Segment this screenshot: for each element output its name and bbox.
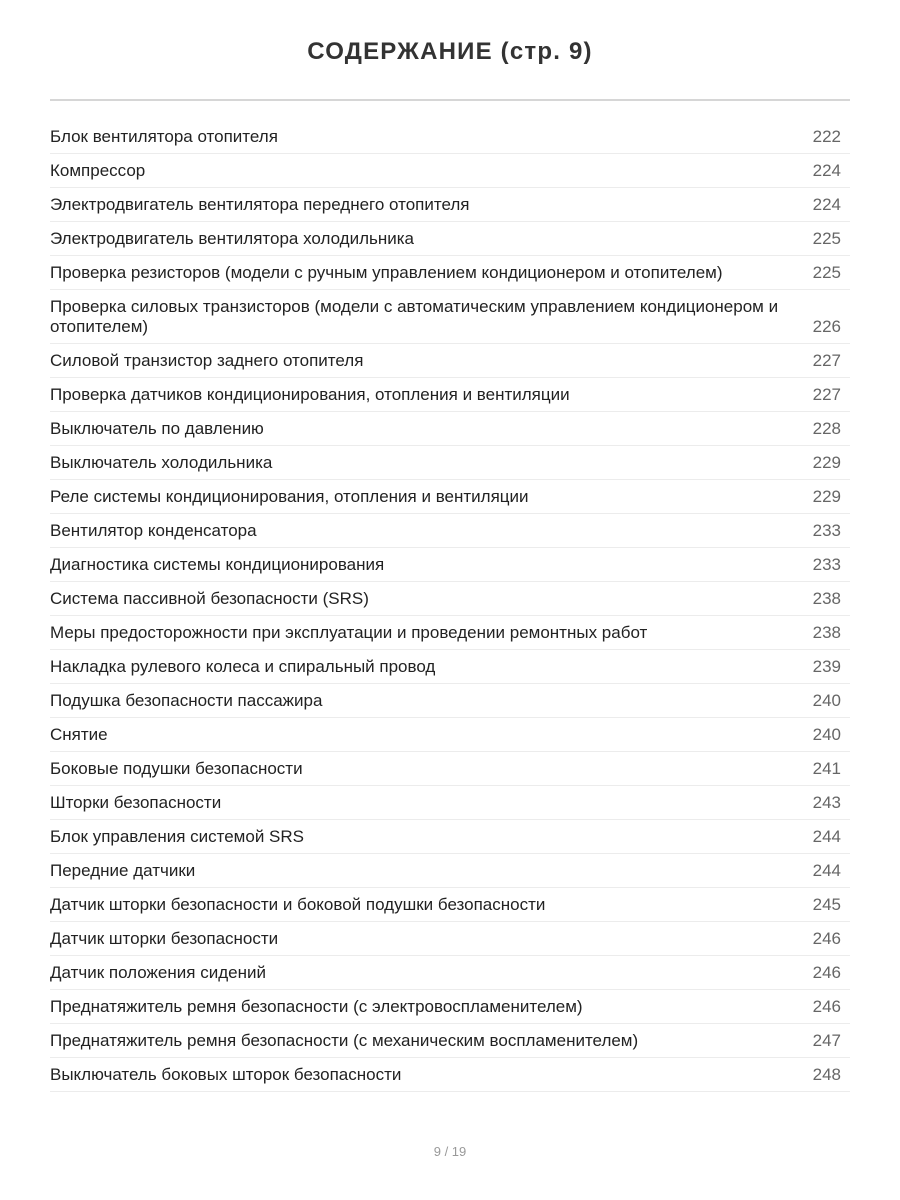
toc-entry[interactable] <box>50 290 850 344</box>
toc-entry[interactable] <box>50 188 850 222</box>
toc-entry[interactable] <box>50 120 850 154</box>
toc-entry-page: 240 <box>812 691 841 710</box>
toc-entry-page: 241 <box>812 759 841 778</box>
toc-entry-title: Проверка силовых транзисторов (модели с автоматическим управлением кондиционером и отопителем) <box>50 297 779 336</box>
toc-entry[interactable] <box>50 378 850 412</box>
toc-entry[interactable] <box>50 222 850 256</box>
toc-entry-page: 233 <box>812 521 841 540</box>
toc-entry[interactable] <box>50 922 850 956</box>
toc-entry-title: Силовой транзистор заднего отопителя <box>50 351 364 370</box>
toc-entry[interactable] <box>50 820 850 854</box>
toc-entry-title: Выключатель холодильника <box>50 453 273 472</box>
toc-entry[interactable] <box>50 344 850 378</box>
toc-entry-title: Подушка безопасности пассажира <box>50 691 323 710</box>
toc-entry-title: Проверка резисторов (модели с ручным управлением кондиционером и отопителем) <box>50 263 723 282</box>
toc-entry-title: Выключатель боковых шторок безопасности <box>50 1065 402 1084</box>
toc-entry-title: Проверка датчиков кондиционирования, отопления и вентиляции <box>50 385 570 404</box>
toc-entry-page: 229 <box>812 487 841 506</box>
toc-entry-page: 233 <box>812 555 841 574</box>
toc-entry-page: 222 <box>812 127 841 146</box>
toc-entry[interactable] <box>50 752 850 786</box>
toc-entry-page: 228 <box>812 419 841 438</box>
toc-entry-page: 224 <box>812 195 841 214</box>
toc-entry-title: Система пассивной безопасности (SRS) <box>50 589 369 608</box>
toc-entry[interactable] <box>50 888 850 922</box>
toc-entry-title: Датчик шторки безопасности <box>50 929 279 948</box>
toc-entry[interactable] <box>50 786 850 820</box>
toc-entry-page: 244 <box>812 827 841 846</box>
toc-entry[interactable] <box>50 718 850 752</box>
toc-entry-title: Блок управления системой SRS <box>50 827 304 846</box>
toc-entry[interactable] <box>50 446 850 480</box>
toc-entry-page: 227 <box>812 385 841 404</box>
toc-entry-page: 227 <box>812 351 841 370</box>
toc-entry-page: 246 <box>812 963 841 982</box>
toc-entry-title: Компрессор <box>50 161 146 180</box>
toc-entry-title: Блок вентилятора отопителя <box>50 127 278 146</box>
toc-entry[interactable] <box>50 1058 850 1092</box>
toc-entry-page: 225 <box>812 263 841 282</box>
toc-entry-title: Датчик положения сидений <box>50 963 266 982</box>
toc-entry-page: 226 <box>812 317 841 336</box>
toc-entry-title: Вентилятор конденсатора <box>50 521 257 540</box>
toc-entry-page: 229 <box>812 453 841 472</box>
toc-entry-page: 248 <box>812 1065 841 1084</box>
toc-entry[interactable] <box>50 412 850 446</box>
page-indicator: 9 / 19 <box>433 1144 467 1159</box>
toc-entry[interactable] <box>50 650 850 684</box>
toc-entry-page: 224 <box>812 161 841 180</box>
toc-entry-page: 238 <box>812 589 841 608</box>
page-title: СОДЕРЖАНИЕ (стр. 9) <box>307 38 593 65</box>
toc-entry-title: Преднатяжитель ремня безопасности (с электровоспламенителем) <box>50 997 583 1016</box>
toc-entry-page: 225 <box>812 229 841 248</box>
toc-entry-page: 243 <box>812 793 841 812</box>
toc-entry[interactable] <box>50 514 850 548</box>
toc-entry[interactable] <box>50 548 850 582</box>
toc-entry-title: Боковые подушки безопасности <box>50 759 303 778</box>
toc-entry-page: 238 <box>812 623 841 642</box>
toc-entry[interactable] <box>50 1024 850 1058</box>
toc-entry-page: 246 <box>812 929 841 948</box>
toc-entry-title: Диагностика системы кондиционирования <box>50 555 385 574</box>
toc-entry-title: Датчик шторки безопасности и боковой подушки безопасности <box>50 895 546 914</box>
toc-entry[interactable] <box>50 990 850 1024</box>
toc-entry[interactable] <box>50 684 850 718</box>
toc-entry-title: Выключатель по давлению <box>50 419 264 438</box>
toc-entry[interactable] <box>50 616 850 650</box>
toc-entry-page: 240 <box>812 725 841 744</box>
toc-entry-page: 245 <box>812 895 841 914</box>
toc-entry[interactable] <box>50 480 850 514</box>
toc-entry-title: Шторки безопасности <box>50 793 222 812</box>
toc-entry-title: Передние датчики <box>50 861 196 880</box>
toc-entry[interactable] <box>50 956 850 990</box>
toc-entry-page: 246 <box>812 997 841 1016</box>
toc-entry-title: Реле системы кондиционирования, отопления и вентиляции <box>50 487 529 506</box>
toc-entry-page: 239 <box>812 657 841 676</box>
toc-entry-page: 247 <box>812 1031 841 1050</box>
toc-entry-title: Электродвигатель вентилятора переднего отопителя <box>50 195 470 214</box>
toc-entry[interactable] <box>50 256 850 290</box>
toc-entry[interactable] <box>50 154 850 188</box>
toc-entry-title: Снятие <box>50 725 108 744</box>
toc-entry-title: Электродвигатель вентилятора холодильника <box>50 229 415 248</box>
toc-entry-title: Накладка рулевого колеса и спиральный провод <box>50 657 436 676</box>
toc-entry-page: 244 <box>812 861 841 880</box>
toc-entry-title: Преднатяжитель ремня безопасности (с механическим воспламенителем) <box>50 1031 639 1050</box>
title-divider <box>50 99 850 101</box>
toc-entry[interactable] <box>50 582 850 616</box>
toc-entry-title: Меры предосторожности при эксплуатации и проведении ремонтных работ <box>50 623 648 642</box>
toc-entry[interactable] <box>50 854 850 888</box>
toc-list <box>50 120 850 1092</box>
